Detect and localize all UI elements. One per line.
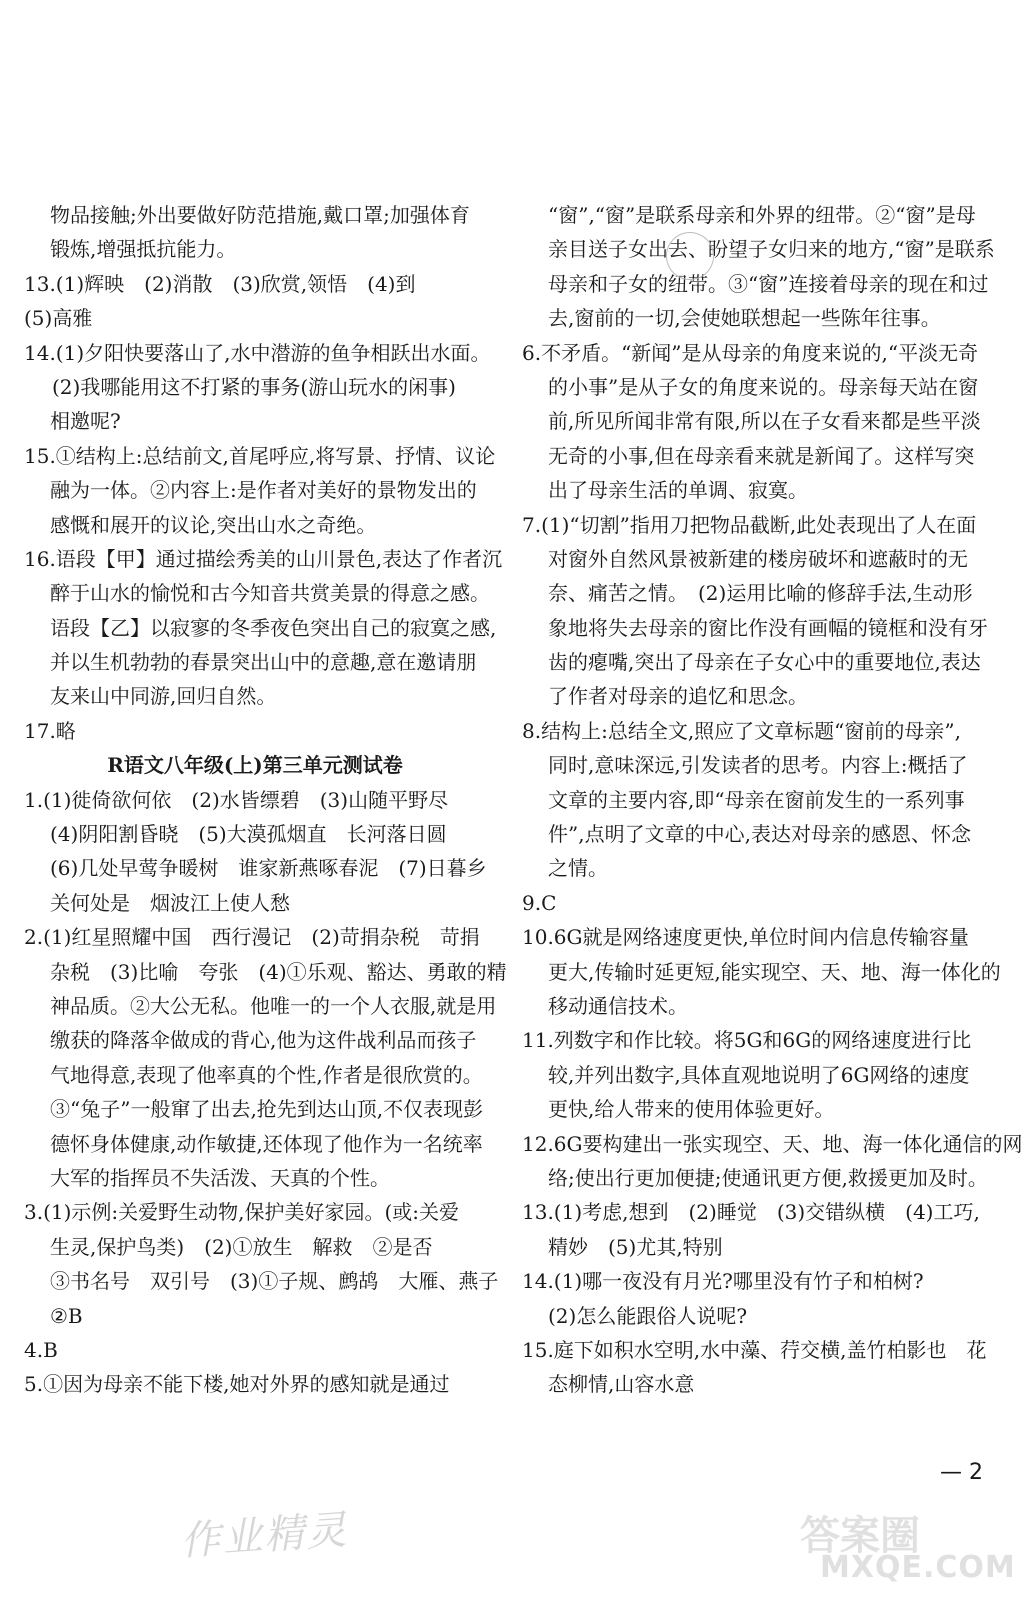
- watermark-mxqe: MXQE.COM: [820, 1550, 1016, 1585]
- text-line: 精妙 (5)尤其,特别: [548, 1234, 723, 1259]
- text-line: 12.6G要构建出一张实现空、天、地、海一体化通信的网: [522, 1131, 1023, 1156]
- text-line: 德怀身体健康,动作敏捷,还体现了他作为一名统率: [50, 1131, 483, 1156]
- text-line: (2)怎么能跟俗人说呢?: [548, 1303, 748, 1328]
- text-line: 并以生机勃勃的春景突出山中的意趣,意在邀请朋: [50, 650, 477, 675]
- text-line: 之情。: [548, 856, 608, 881]
- left-column: [24, 198, 507, 1402]
- text-line: 生灵,保护鸟类) (2)①放生 解救 ②是否: [50, 1234, 433, 1259]
- text-line: 无奇的小事,但在母亲看来就是新闻了。这样写突: [548, 443, 975, 468]
- text-line: 醉于山水的愉悦和古今知音共赏美景的得意之感。: [50, 581, 490, 606]
- text-line: 15.庭下如积水空明,水中藻、荇交横,盖竹柏影也 花: [522, 1337, 987, 1362]
- text-line: 同时,意味深远,引发读者的思考。内容上:概括了: [548, 753, 968, 778]
- text-line: 锻炼,增强抵抗能力。: [50, 237, 237, 262]
- text-line: (4)阴阳割昏晓 (5)大漠孤烟直 长河落日圆: [50, 822, 447, 847]
- text-line: 感慨和展开的议论,突出山水之奇绝。: [50, 512, 377, 537]
- text-line: 络;使出行更加便捷;使通讯更方便,救援更加及时。: [548, 1165, 988, 1190]
- text-line: 6.不矛盾。“新闻”是从母亲的角度来说的,“平淡无奇: [522, 340, 979, 365]
- text-line: 文章的主要内容,即“母亲在窗前发生的一系列事: [548, 787, 965, 812]
- text-line: 3.(1)示例:关爱野生动物,保护美好家园。(或:关爱: [24, 1200, 460, 1225]
- text-line: 出了母亲生活的单调、寂寞。: [548, 478, 808, 503]
- page-number: — 2: [940, 1460, 983, 1485]
- text-line: 奈、痛苦之情。 (2)运用比喻的修辞手法,生动形: [548, 581, 973, 606]
- text-line: “窗”,“窗”是联系母亲和外界的纽带。②“窗”是母: [548, 203, 976, 227]
- text-line: 神品质。②大公无私。他唯一的一个人衣服,就是用: [50, 993, 497, 1018]
- text-line: 前,所见所闻非常有限,所以在子女看来都是些平淡: [548, 409, 981, 434]
- text-line: 更快,给人带来的使用体验更好。: [548, 1097, 835, 1122]
- text-line: (2)我哪能用这不打紧的事务(游山玩水的闲事): [52, 374, 456, 399]
- text-line: 10.6G就是网络速度更快,单位时间内信息传输容量: [522, 925, 969, 950]
- text-line: 件”,点明了文章的中心,表达对母亲的感恩、怀念: [548, 822, 971, 847]
- section-title: R语文八年级(上)第三单元测试卷: [107, 753, 403, 778]
- text-line: 15.①结构上:总结前文,首尾呼应,将写景、抒情、议论: [24, 443, 496, 468]
- text-line: 了作者对母亲的追忆和思念。: [548, 684, 808, 709]
- text-line: 去,窗前的一切,会使她联想起一些陈年往事。: [548, 306, 941, 331]
- text-line: 大军的指挥员不失活泼、天真的个性。: [50, 1165, 390, 1190]
- text-line: 友来山中同游,回归自然。: [50, 684, 277, 709]
- text-line: 象地将失去母亲的窗比作没有画幅的镜框和没有牙: [548, 615, 988, 640]
- watermark-zuoye-jingling: 作业精灵: [178, 1507, 350, 1565]
- text-line: 母亲和子女的纽带。③“窗”连接着母亲的现在和过: [548, 271, 989, 296]
- text-line: 11.列数字和作比较。将5G和6G的网络速度进行比: [522, 1028, 972, 1053]
- text-line: 14.(1)夕阳快要落山了,水中潜游的鱼争相跃出水面。: [24, 340, 491, 365]
- text-line: 气地得意,表现了他率真的个性,作者是很欣赏的。: [50, 1062, 483, 1087]
- text-line: 14.(1)哪一夜没有月光?哪里没有竹子和柏树?: [522, 1269, 924, 1294]
- text-line: 17.略: [24, 718, 76, 743]
- text-line: 1.(1)徙倚欲何依 (2)水皆缥碧 (3)山随平野尽: [24, 787, 449, 812]
- text-line: ③“兔子”一般窜了出去,抢先到达山顶,不仅表现彭: [50, 1097, 484, 1122]
- text-line: 9.C: [522, 890, 557, 915]
- text-line: 语段【乙】以寂寥的冬季夜色突出自己的寂寞之感,: [50, 615, 497, 640]
- text-line: 16.语段【甲】通过描绘秀美的山川景色,表达了作者沉: [24, 546, 503, 571]
- text-line: ②B: [50, 1303, 83, 1328]
- text-line: 杂税 (3)比喻 夸张 (4)①乐观、豁达、勇敢的精: [50, 959, 507, 984]
- text-line: 4.B: [24, 1337, 58, 1362]
- text-line: 的小事”是从子女的角度来说的。母亲每天站在窗: [548, 374, 979, 399]
- text-line: 物品接触;外出要做好防范措施,戴口罩;加强体育: [50, 203, 470, 227]
- text-line: 融为一体。②内容上:是作者对美好的景物发出的: [50, 478, 477, 503]
- right-column: [522, 198, 1023, 1402]
- text-line: 5.①因为母亲不能下楼,她对外界的感知就是通过: [24, 1372, 450, 1397]
- text-line: 态柳情,山容水意: [548, 1372, 695, 1397]
- text-line: 更大,传输时延更短,能实现空、天、地、海一体化的: [548, 959, 1001, 984]
- watermark-daanquan: 答案圈: [800, 1513, 920, 1559]
- text-line: 相邀呢?: [50, 409, 121, 434]
- text-line: 13.(1)考虑,想到 (2)睡觉 (3)交错纵横 (4)工巧,: [522, 1200, 980, 1225]
- text-line: (6)几处早莺争暖树 谁家新燕啄春泥 (7)日暮乡: [50, 856, 487, 881]
- text-line: ③书名号 双引号 (3)①子规、鹧鸪 大雁、燕子: [50, 1269, 499, 1294]
- text-line: 8.结构上:总结全文,照应了文章标题“窗前的母亲”,: [522, 718, 961, 743]
- text-line: 缴获的降落伞做成的背心,他为这件战利品而孩子: [50, 1028, 477, 1053]
- text-line: 2.(1)红星照耀中国 西行漫记 (2)苛捐杂税 苛捐: [24, 925, 480, 950]
- text-line: 对窗外自然风景被新建的楼房破坏和遮蔽时的无: [548, 546, 968, 571]
- text-line: 齿的瘪嘴,突出了母亲在子女心中的重要地位,表达: [548, 650, 981, 675]
- text-line: 移动通信技术。: [548, 993, 688, 1018]
- text-line: 关何处是 烟波江上使人愁: [50, 890, 290, 915]
- text-line: (5)高雅: [24, 306, 93, 331]
- text-line: 较,并列出数字,具体直观地说明了6G网络的速度: [548, 1062, 970, 1087]
- text-line: 7.(1)“切割”指用刀把物品截断,此处表现出了人在面: [522, 512, 977, 537]
- text-line: 13.(1)辉映 (2)消散 (3)欣赏,领悟 (4)到: [24, 271, 416, 296]
- text-line: 亲目送子女出去、盼望子女归来的地方,“窗”是联系: [548, 237, 995, 262]
